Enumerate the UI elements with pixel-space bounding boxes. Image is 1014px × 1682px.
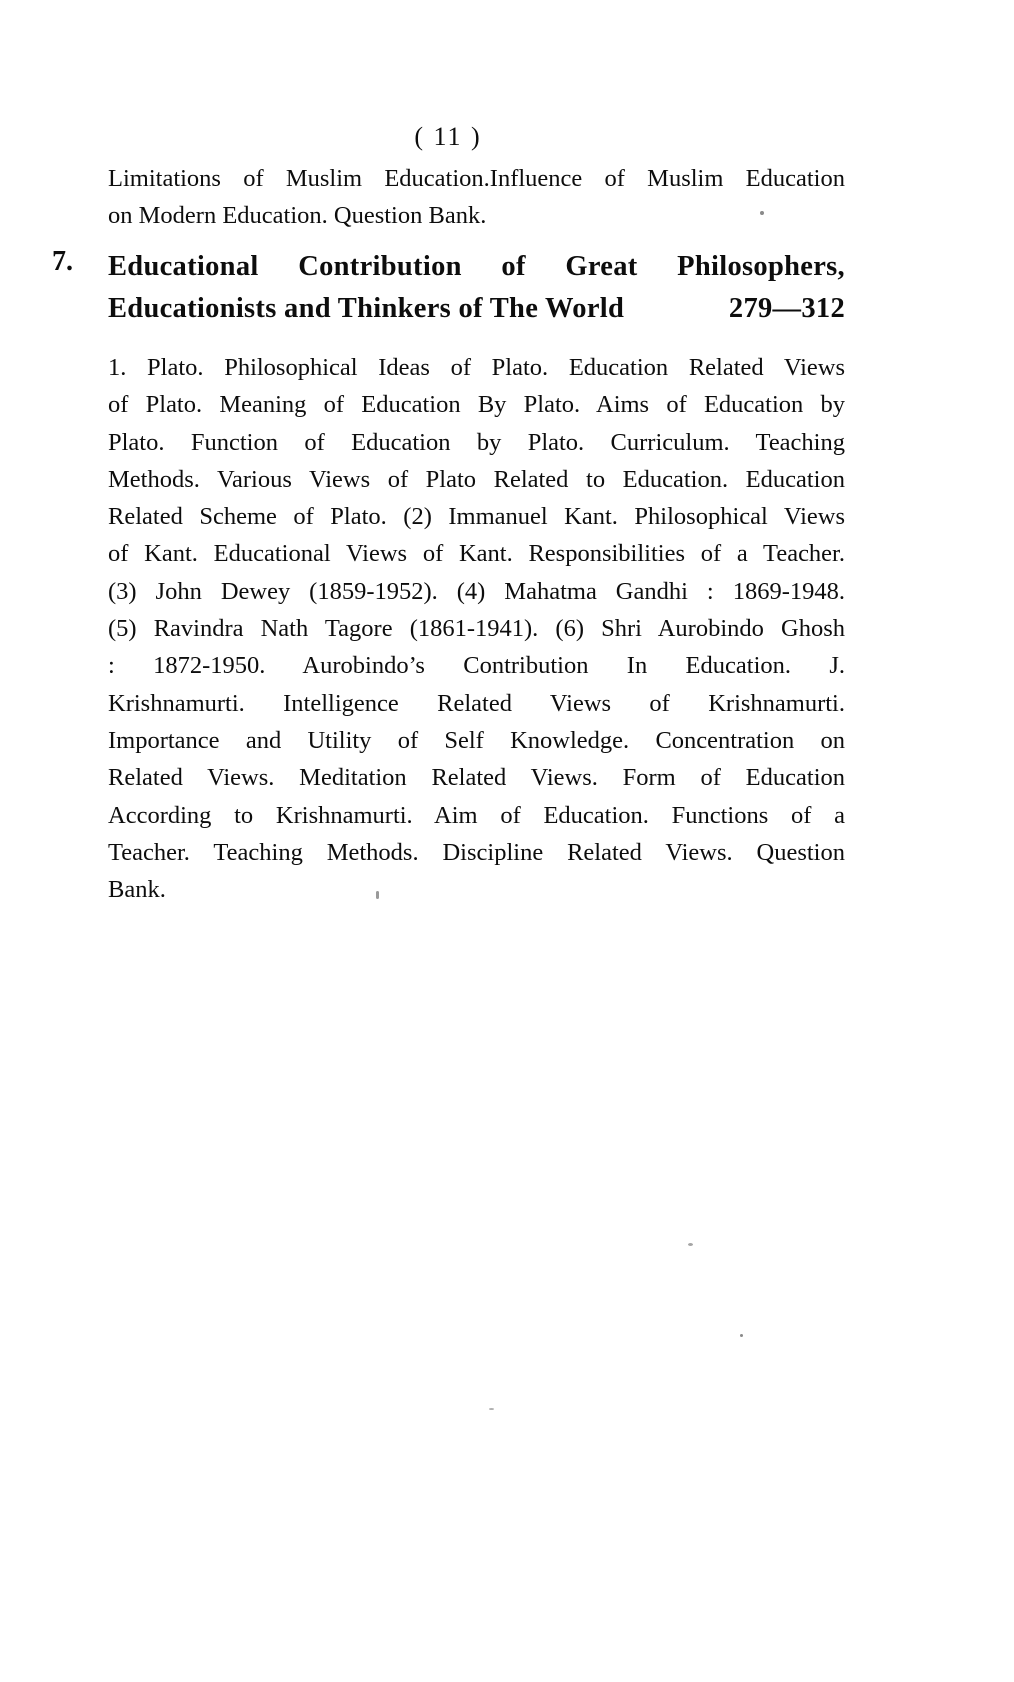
description-line: of Plato. Meaning of Education By Plato. Aims of Education by [108,391,845,419]
description-line: Importance and Utility of Self Knowledge. Concentration on [108,726,845,754]
description-line: Krishnamurti. Intelligence Related Views of Krishnamurti. [108,689,845,717]
description-line: Related Views. Meditation Related Views. Form of Education [108,764,845,792]
toc-entry-title-line1: Educational Contribution of Great Philosophers, [108,251,845,282]
description-line: 1. Plato. Philosophical Ideas of Plato. Education Related Views [108,354,845,381]
description-line: of Kant. Educational Views of Kant. Responsibilities of a Teacher. [108,540,845,568]
scan-speck [688,1243,693,1246]
description-line: Related Scheme of Plato. (2) Immanuel Kant. Philosophical Views [108,503,845,531]
page-number: ( 11 ) [414,122,482,151]
toc-entry-title-line2: Educationists and Thinkers of The World [108,293,625,324]
toc-entry-page-range: 279—312 [728,293,845,324]
description-line: Methods. Various Views of Plato Related to Education. Education [108,465,845,493]
intro-line: Limitations of Muslim Education.Influence of Muslim Education [108,165,845,192]
scan-speck [740,1334,743,1337]
description-line: Teacher. Teaching Methods. Discipline Related Views. Question [108,838,845,866]
toc-entry-number: 7. [52,246,73,277]
description-line: Plato. Function of Education by Plato. Curriculum. Teaching [108,428,845,456]
intro-line: on Modern Education. Question Bank. [108,202,487,229]
scan-speck [376,891,379,899]
scan-speck [489,1408,494,1410]
description-line: (5) Ravindra Nath Tagore (1861-1941). (6) Shri Aurobindo Ghosh [108,615,845,643]
description-line: According to Krishnamurti. Aim of Education. Functions of a [108,801,845,829]
description-line: Bank. [108,876,166,904]
description-line: (3) John Dewey (1859-1952). (4) Mahatma Gandhi : 1869-1948. [108,577,845,605]
toc-entry-title [108,246,845,330]
description-line: : 1872-1950. Aurobindo’s Contribution In Education. J. [108,652,845,680]
toc-entry-description [108,349,845,908]
intro-paragraph [108,160,845,234]
scan-speck [760,211,764,215]
